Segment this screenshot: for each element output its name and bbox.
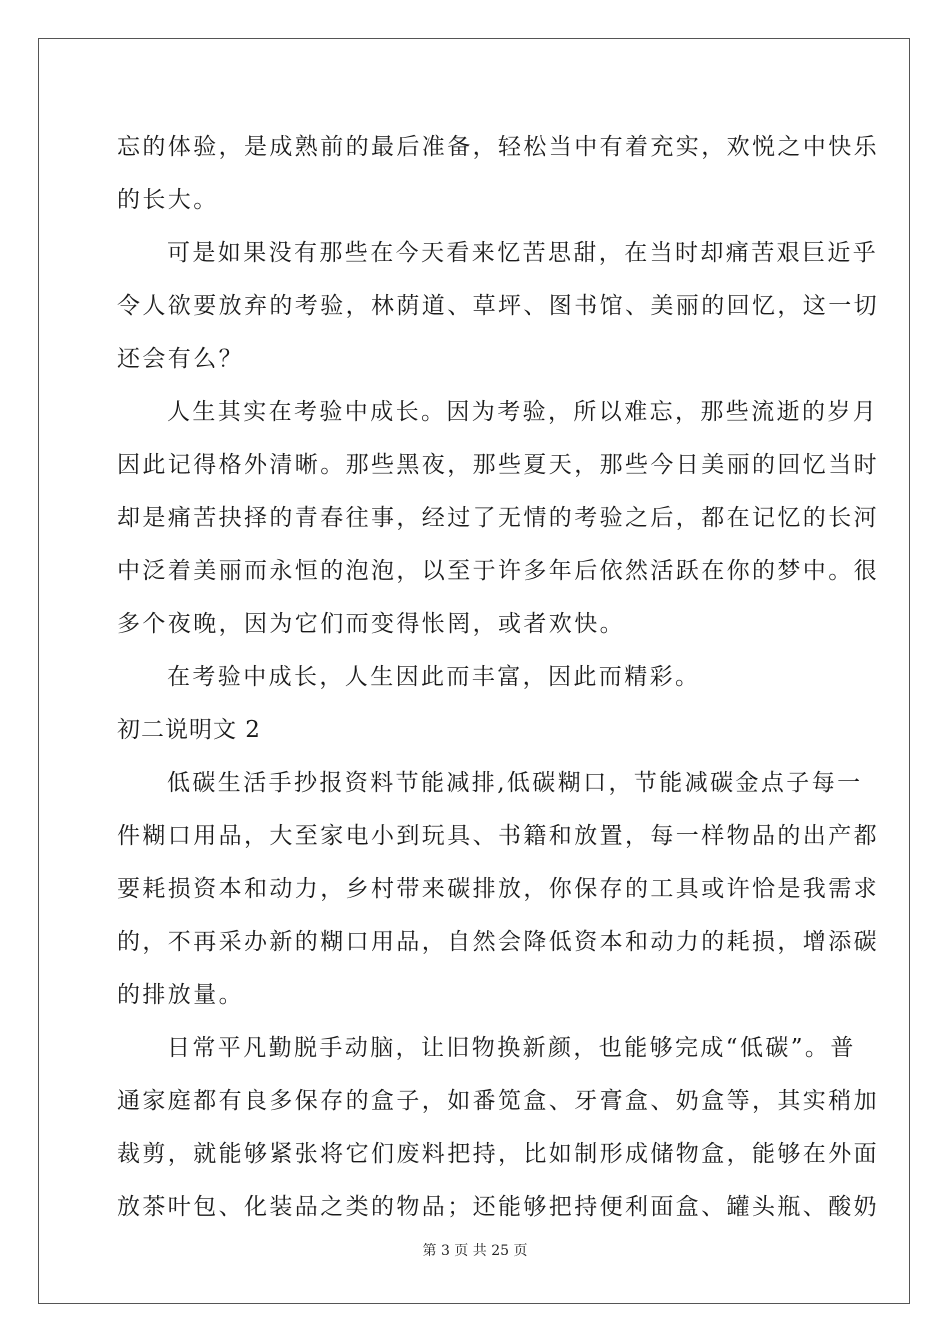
text-line: 要耗损资本和动力，乡村带来碳排放，你保存的工具或许恰是我需求 xyxy=(117,876,879,902)
text-line: 中泛着美丽而永恒的泡泡，以至于许多年后依然活跃在你的梦中。很 xyxy=(117,558,879,584)
text-line: 件糊口用品，大至家电小到玩具、书籍和放置，每一样物品的出产都 xyxy=(117,823,879,849)
page-footer: 第 3 页 共 25 页 xyxy=(422,1243,528,1259)
text-line: 却是痛苦抉择的青春往事，经过了无情的考验之后，都在记忆的长河 xyxy=(117,505,879,531)
text-line: 的排放量。 xyxy=(117,982,244,1008)
text-line: 多个夜晚，因为它们而变得怅罔，或者欢快。 xyxy=(117,611,625,637)
text-line: 通家庭都有良多保存的盒子，如番笕盒、牙膏盒、奶盒等，其实稍加 xyxy=(117,1088,879,1114)
text-line: 因此记得格外清晰。那些黑夜，那些夏天，那些今日美丽的回忆当时 xyxy=(117,452,879,478)
text-line: 人生其实在考验中成长。因为考验，所以难忘，那些流逝的岁月 xyxy=(167,399,879,425)
text-line: 可是如果没有那些在今天看来忆苦思甜，在当时却痛苦艰巨近乎 xyxy=(167,240,879,266)
text-line: 的长大。 xyxy=(117,187,219,213)
section-heading: 初二说明文 2 xyxy=(117,717,261,743)
text-line: 低碳生活手抄报资料节能减排,低碳糊口，节能减碳金点子每一 xyxy=(167,770,863,796)
document-body xyxy=(117,121,879,1234)
text-line: 忘的体验，是成熟前的最后准备，轻松当中有着充实，欢悦之中快乐 xyxy=(117,134,879,160)
text-line: 在考验中成长，人生因此而丰富，因此而精彩。 xyxy=(167,664,701,690)
text-line: 的，不再采办新的糊口用品，自然会降低资本和动力的耗损，增添碳 xyxy=(117,929,879,955)
text-line: 还会有么？ xyxy=(117,346,244,372)
text-line: 令人欲要放弃的考验，林荫道、草坪、图书馆、美丽的回忆，这一切 xyxy=(117,293,879,319)
text-line: 放茶叶包、化装品之类的物品；还能够把持便利面盒、罐头瓶、酸奶 xyxy=(117,1194,879,1220)
text-line: 裁剪，就能够紧张将它们废料把持，比如制形成储物盒，能够在外面 xyxy=(117,1141,879,1167)
text-line: 日常平凡勤脱手动脑，让旧物换新颜，也能够完成“低碳”。普 xyxy=(167,1035,856,1061)
